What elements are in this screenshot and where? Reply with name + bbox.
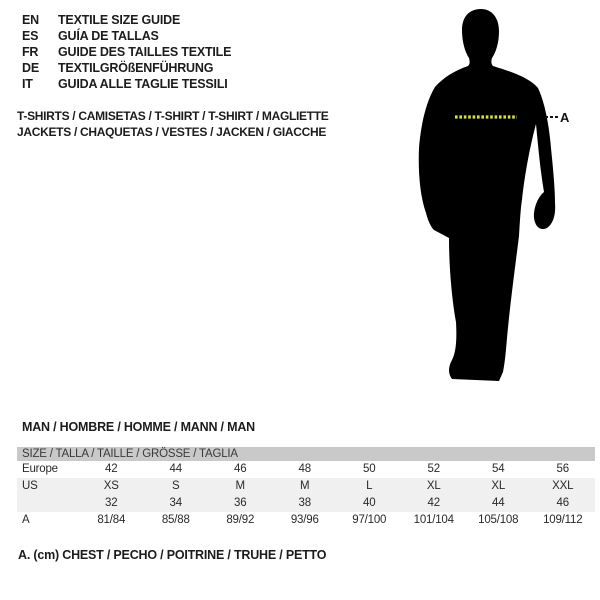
size-cell: 56 [556,463,569,475]
size-cell: 44 [169,463,182,475]
language-code: IT [22,77,33,91]
size-cell: 36 [234,497,247,509]
row-label [17,495,79,512]
size-cell: 54 [492,463,505,475]
table-row-us [17,478,595,495]
size-cell: 97/100 [352,514,387,526]
language-code: FR [22,45,39,59]
size-cell: 101/104 [413,514,454,526]
size-cell: 44 [492,497,505,509]
size-cell: 48 [298,463,311,475]
table-row-numeric [17,495,595,512]
language-title: GUIDA ALLE TAGLIE TESSILI [58,77,228,91]
size-cell: 42 [105,463,118,475]
size-cell: 85/88 [161,514,190,526]
table-row-chest-a [17,512,595,529]
language-row [22,76,231,92]
size-cell: 34 [169,497,182,509]
size-cell: 50 [363,463,376,475]
measure-label-a: A [560,110,570,125]
size-cell: 46 [556,497,569,509]
language-title: GUIDE DES TAILLES TEXTILE [58,45,232,59]
size-cell: XXL [552,480,574,492]
table-row-europe [17,461,595,478]
language-code: EN [22,13,39,27]
man-silhouette-figure [410,0,570,395]
size-cell: XS [103,480,119,492]
size-cell: 40 [363,497,376,509]
language-title: TEXTILE SIZE GUIDE [58,13,181,27]
language-title: GUÍA DE TALLAS [58,29,159,43]
language-row [22,60,231,76]
language-row [22,44,231,60]
size-cell: 105/108 [478,514,519,526]
section-title-man: MAN / HOMBRE / HOMME / MANN / MAN [22,420,255,434]
size-cell: XL [491,480,506,492]
language-row [22,28,231,44]
size-cell: 38 [298,497,311,509]
size-cell: M [300,480,310,492]
language-row [22,12,231,28]
size-cell: 52 [427,463,440,475]
garment-line-jackets: JACKETS / CHAQUETAS / VESTES / JACKEN / GIACCHE [17,125,327,139]
size-cell: 93/96 [290,514,319,526]
footnote-chest-legend: A. (cm) CHEST / PECHO / POITRINE / TRUHE / PETTO [18,548,327,562]
language-code: ES [22,29,39,43]
row-label: Europe [22,463,58,475]
size-cell: 32 [105,497,118,509]
row-label: US [22,480,38,492]
size-table [17,447,595,529]
garment-line-tshirts: T-SHIRTS / CAMISETAS / T-SHIRT / T-SHIRT / MAGLIETTE [17,109,329,123]
language-list [22,12,231,92]
size-cell: 81/84 [97,514,126,526]
size-table-header: SIZE / TALLA / TAILLE / GRÖSSE / TAGLIA [17,447,595,461]
size-cell: M [235,480,245,492]
size-cell: S [172,480,180,492]
language-title: TEXTILGRÖßENFÜHRUNG [58,61,214,75]
size-cell: L [366,480,373,492]
man-silhouette [419,9,555,381]
size-cell: 46 [234,463,247,475]
language-code: DE [22,61,39,75]
size-cell: XL [426,480,441,492]
garment-categories [17,108,329,140]
size-cell: 89/92 [226,514,255,526]
size-cell: 109/112 [543,514,583,526]
row-label: A [22,514,30,526]
size-cell: 42 [427,497,440,509]
